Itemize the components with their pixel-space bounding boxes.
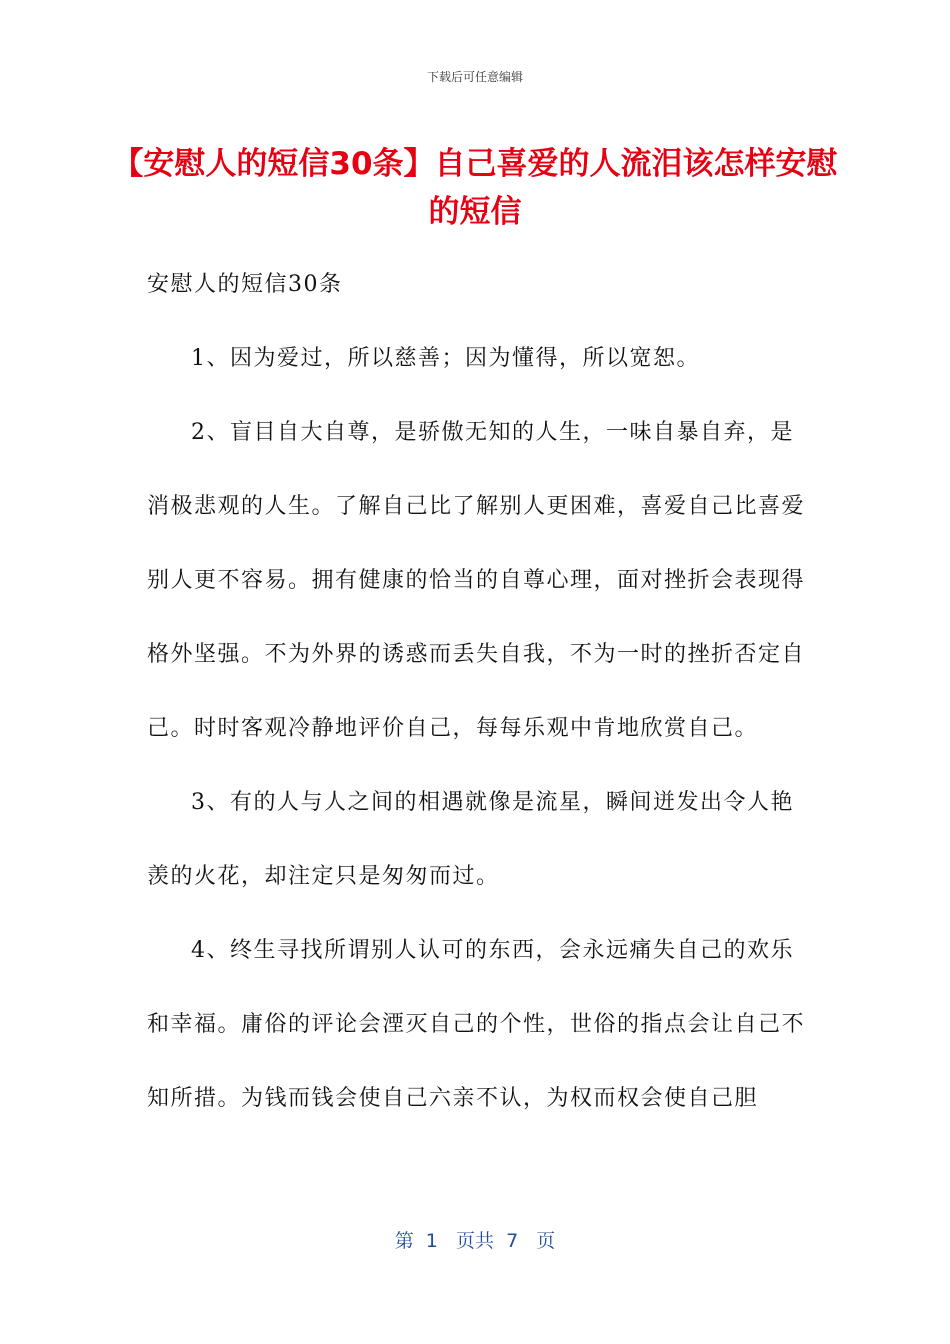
document-body <box>147 248 807 1136</box>
list-item: 4、终生寻找所谓别人认可的东西，会永远痛失自己的欢乐和幸福。庸俗的评论会湮灭自己的个性，世俗的指点会让自己不知所措。为钱而钱会使自己六亲不认，为权而权会使自己胆 <box>147 938 806 1111</box>
list-item: 3、有的人与人之间的相遇就像是流星，瞬间迸发出令人艳羡的火花，却注定只是匆匆而过。 <box>147 790 794 889</box>
list-item: 2、盲目自大自尊，是骄傲无知的人生，一味自暴自弃，是消极悲观的人生。了解自己比了解别人更困难，喜爱自己比喜爱别人更不容易。拥有健康的恰当的自尊心理，面对挫折会表现得格外坚强。不为外界的诱惑而丢失自我，不为一时的挫折否定自己。时时客观冷静地评价自己，每每乐观中肯地欣赏自己。 <box>147 420 806 741</box>
page-number-footer: 第 1 页共 7 页 <box>394 1230 556 1252</box>
document-title: 【安慰人的短信30条】自己喜爱的人流泪该怎样安慰的短信 <box>112 146 838 230</box>
header-note: 下载后可任意编辑 <box>426 70 523 84</box>
document-subtitle: 安慰人的短信30条 <box>147 272 343 297</box>
list-item: 1、因为爱过，所以慈善；因为懂得，所以宽恕。 <box>191 346 700 371</box>
